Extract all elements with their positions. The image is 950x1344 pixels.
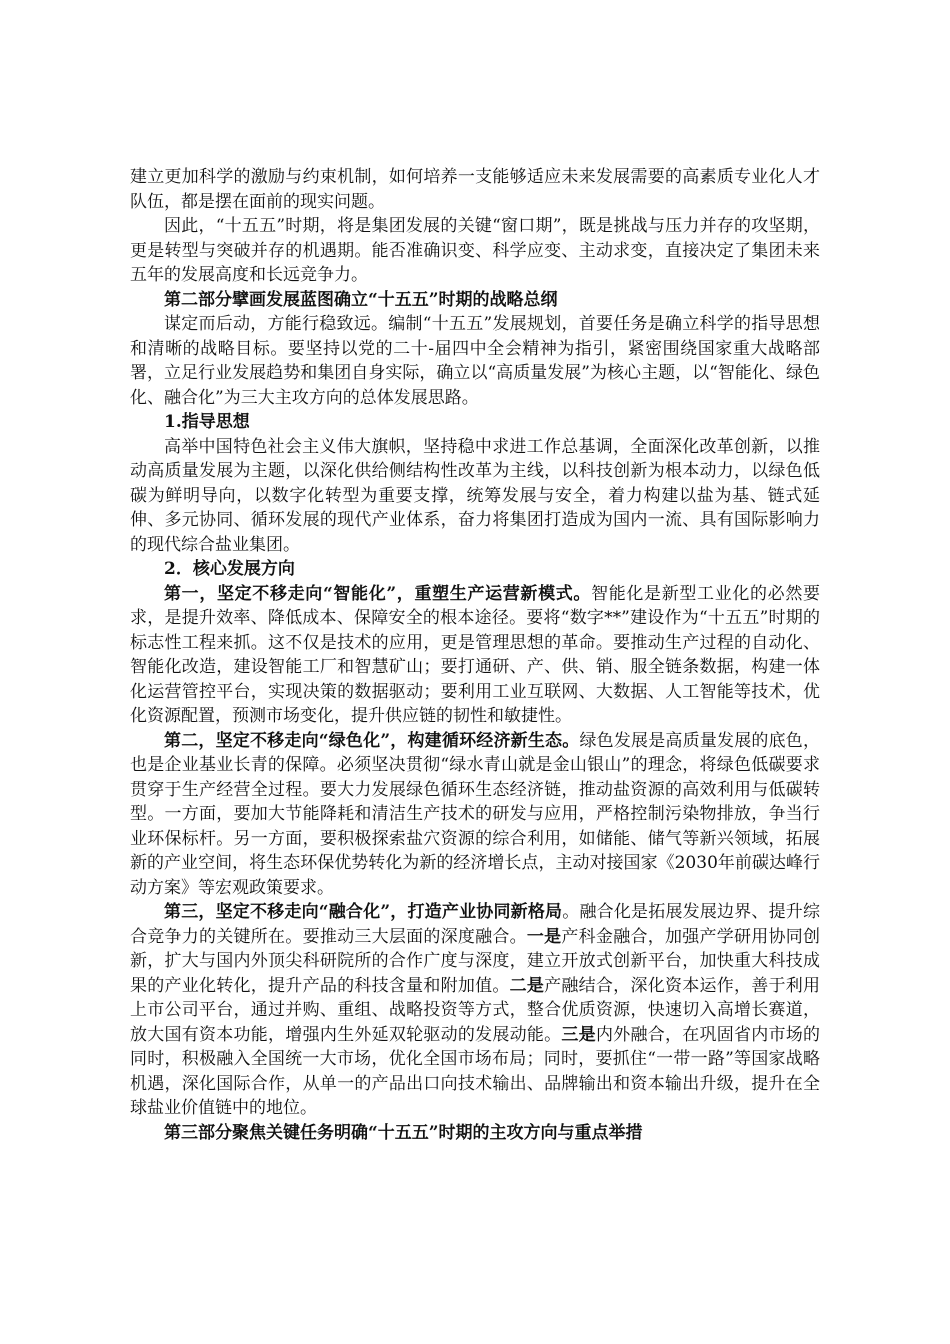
- subheading-guiding-ideology: 1.指导思想: [164, 412, 250, 432]
- paragraph-3: 谋定而后动，方能行稳致远。编制“十五五”发展规划，首要任务是确立科学的指导思想和清晰的战略目标。要坚持以党的二十-届四中全会精神为指引，紧密围绕国家重大战略部署，立足行业发展趋势和集团自身实际，确立以“高质量发展”为核心主题，以“智能化、绿色化、融合化”为三大主攻方向的总体发展思路。: [130, 314, 820, 408]
- lead-sentence-intelligence: 第一，坚定不移走向“智能化”，重塑生产运营新模式。: [164, 583, 592, 604]
- body-integration-a: 。融合化是拓展发展边界、提升综合竞争力的关键所在。要推动三大层面的深度融合。: [130, 902, 821, 947]
- body-integration-d: 内外融合，在巩固省内市场的同时，积极融入全国统一大市场，优化全国市场布局；同时，要抓住“一带一路”等国家战略机遇，深化国际合作，从单一的产品出口向技术输出、品牌输出和资本输出升级，提升在全球盐业价值链中的地位。: [130, 1024, 821, 1118]
- keyword-third: 三是: [561, 1024, 596, 1045]
- body-integration-c: 产融结合，深化资本运作，善于利用上市公司平台，通过并购、重组、战略投资等方式，整合优质资源，快速切入高增长赛道，放大国有资本功能，增强内生外延双轮驱动的发展动能。: [130, 975, 821, 1045]
- section-heading-3: 第三部分聚焦关键任务明确“十五五”时期的主攻方向与重点举措: [164, 1122, 643, 1143]
- lead-sentence-integration: 第三，坚定不移走向“融合化”，打造产业协同新格局: [164, 902, 563, 922]
- lead-sentence-green: 第二，坚定不移走向“绿色化”，构建循环经济新生态。: [164, 730, 580, 751]
- subheading-core-directions: 2．核心发展方向: [164, 559, 295, 579]
- body-intelligence: 智能化是新型工业化的必然要求，是提升效率、降低成本、保障安全的根本途径。要将“数字**”建设作为“十五五”时期的标志性工程来抓。这不仅是技术的应用，更是管理思想的革命。要推动生产过程的自动化、智能化改造，建设智能工厂和智慧矿山；要打通研、产、供、销、服全链条数据，构建一体化运营管控平台，实现决策的数据驱动；要利用工业互联网、大数据、人工智能等技术，优化资源配置，预测市场变化，提升供应链的韧性和敏捷性。: [130, 583, 821, 726]
- section-heading-2: 第二部分擘画发展蓝图确立“十五五”时期的战略总纲: [164, 289, 558, 310]
- paragraph-integration: [130, 900, 820, 1121]
- paragraph-4: 高举中国特色社会主义伟大旗帜，坚持稳中求进工作总基调，全面深化改革创新，以推动高质量发展为主题，以深化供给侧结构性改革为主线，以科技创新为根本动力，以绿色低碳为鲜明导向，以数字化转型为重要支撑，统筹发展与安全，着力构建以盐为基、链式延伸、多元协同、循环发展的现代产业体系，奋力将集团打造成为国内一流、具有国际影响力的现代综合盐业集团。: [130, 436, 820, 555]
- paragraph-intelligence: [130, 582, 820, 729]
- paragraph-2: 因此，“十五五”时期，将是集团发展的关键“窗口期”，既是挑战与压力并存的攻坚期，更是转型与突破并存的机遇期。能否准确识变、科学应变、主动求变，直接决定了集团未来五年的发展高度和长远竞争力。: [130, 216, 820, 285]
- body-integration-b: 产科金融合，加强产学研用协同创新，扩大与国内外顶尖科研院所的合作广度与深度，建立开放式创新平台，加快重大科技成果的产业化转化，提升产品的科技含量和附加值。: [130, 926, 821, 996]
- paragraph-green: [130, 729, 820, 901]
- keyword-second: 二是: [509, 975, 545, 996]
- paragraph-1: 建立更加科学的激励与约束机制，如何培养一支能够适应未来发展需要的高素质专业化人才队伍，都是摆在面前的现实问题。: [130, 167, 820, 212]
- document-page: [130, 165, 820, 1145]
- keyword-first: 一是: [526, 926, 562, 947]
- body-green: 绿色发展是高质量发展的底色，也是企业基业长青的保障。必须坚决贯彻“绿水青山就是金山银山”的理念，将绿色低碳要求贯穿于生产经营全过程。要大力发展绿色循环生态经济链，推动盐资源的高效利用与低碳转型。一方面，要加大节能降耗和清洁生产技术的研发与应用，严格控制污染物排放，争当行业环保标杆。另一方面，要积极探索盐穴资源的综合利用，如储能、储气等新兴领域，拓展新的产业空间，将生态环保优势转化为新的经济增长点，主动对接国家《2030年前碳达峰行动方案》等宏观政策要求。: [130, 730, 820, 898]
